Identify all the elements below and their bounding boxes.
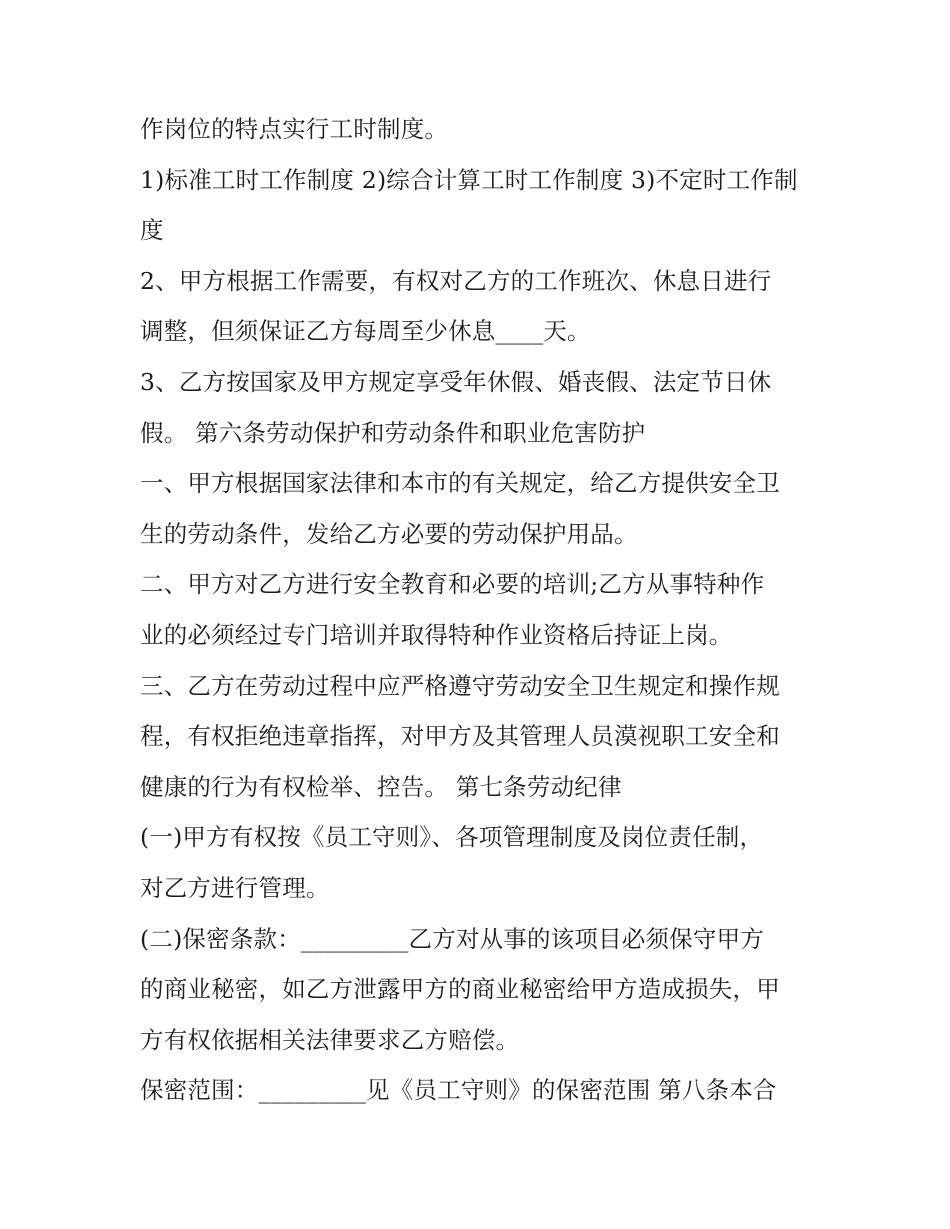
text-line-2: 1)标准工时工作制度 2)综合计算工时工作制度 3)不定时工作制	[140, 165, 798, 194]
text-line-20: 保密范围：_________见《员工守则》的保密范围 第八条本合	[140, 1076, 777, 1105]
text-line-13: 程，有权拒绝违章指挥，对甲方及其管理人员漠视职工安全和	[140, 722, 780, 751]
text-line-18: 的商业秘密，如乙方泄露甲方的商业秘密给甲方造成损失，甲	[140, 975, 780, 1004]
text-line-9: 生的劳动条件，发给乙方必要的劳动保护用品。	[140, 519, 638, 548]
text-line-1: 作岗位的特点实行工时制度。	[140, 115, 449, 143]
text-line-8: 一、甲方根据国家法律和本市的有关规定，给乙方提供安全卫	[140, 469, 780, 498]
contract-text	[140, 104, 820, 1116]
text-line-17: (二)保密条款：_________乙方对从事的该项目必须保守甲方	[140, 924, 764, 953]
text-line-12: 三、乙方在劳动过程中应严格遵守劳动安全卫生规定和操作规	[140, 671, 780, 700]
text-line-5: 调整，但须保证乙方每周至少休息____天。	[140, 317, 591, 346]
text-line-7: 假。 第六条劳动保护和劳动条件和职业危害防护	[140, 418, 646, 447]
text-line-16: 对乙方进行管理。	[140, 873, 330, 902]
text-line-3: 度	[140, 216, 164, 245]
text-line-19: 方有权依据相关法律要求乙方赔偿。	[140, 1025, 520, 1054]
text-line-14: 健康的行为有权检举、控告。 第七条劳动纪律	[140, 772, 622, 801]
text-line-4: 2、甲方根据工作需要，有权对乙方的工作班次、休息日进行	[140, 266, 772, 295]
text-line-10: 二、甲方对乙方进行安全教育和必要的培训;乙方从事特种作	[140, 570, 765, 599]
text-line-11: 业的必须经过专门培训并取得特种作业资格后持证上岗。	[140, 620, 733, 649]
text-line-6: 3、乙方按国家及甲方规定享受年休假、婚丧假、法定节日休	[140, 367, 772, 396]
text-line-15: (一)甲方有权按《员工守则》、各项管理制度及岗位责任制，	[140, 823, 764, 852]
